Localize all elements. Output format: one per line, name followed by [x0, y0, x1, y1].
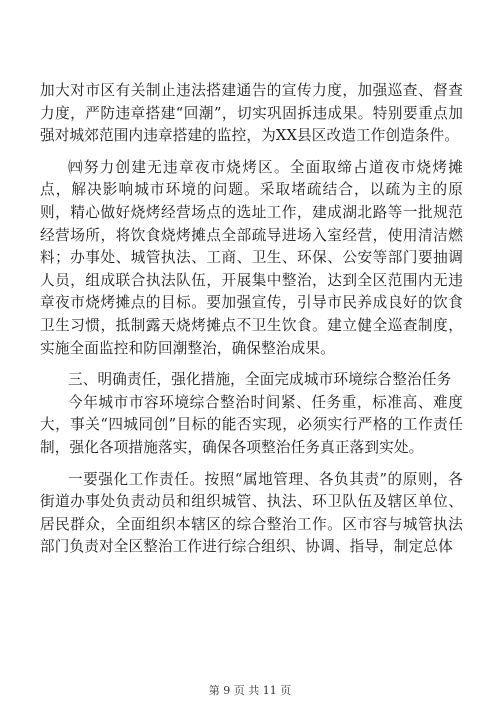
paragraph-night-market: ㈣努力创建无违章夜市烧烤区。全面取缔占道夜市烧烤摊点，解决影响城市环境的问题。采取堵疏结合，以疏为主的原则，精心做好烧烤经营场点的选址工作，建成湖北路等一批规范经营场所，将饮食烧烤摊点全部疏导进场入室经营，使用清洁燃料；办事处、城管执法、工商、卫生、环保、公安等部门要抽调人员，组成联合执法队伍，开展集中整治，达到全区范围内无违章夜市烧烤摊点的目标。要加强宣传，引导市民养成良好的饮食卫生习惯，抵制露天烧烤摊点不卫生饮食。建立健全巡查制度，实施全面监控和防回潮整治，确保整治成果。	[40, 158, 463, 357]
paragraph-intro: 今年城市市容环境综合整治时间紧、任务重，标准高、难度大，事关“四城同创”目标的能否实现，必须实行严格的工作责任制，强化各项措施落实，确保各项整治任务真正落到实处。	[40, 393, 463, 456]
paragraph-continuation: 加大对市区有关制止违法搭建通告的宣传力度，加强巡查、督查力度，严防违章搭建“回潮”，切实巩固拆违成果。特别要重点加强对城郊范围内违章搭建的监控，为XX县区改造工作创造条件。	[40, 82, 463, 145]
section-heading: 三、明确责任，强化措施，全面完成城市环境综合整治任务	[68, 371, 452, 389]
paragraph-responsibility: 一要强化工作责任。按照“属地管理、各负其责”的原则，各街道办事处负责动员和组织城管、执法、环卫队伍及辖区单位、居民群众，全面组织本辖区的综合整治工作。区市容与城管执法部门负责对全区整治工作进行综合组织、协调、指导，制定总体	[40, 470, 463, 556]
page-footer: 第 9 页 共 11 页	[208, 684, 292, 697]
document-body	[40, 80, 463, 559]
